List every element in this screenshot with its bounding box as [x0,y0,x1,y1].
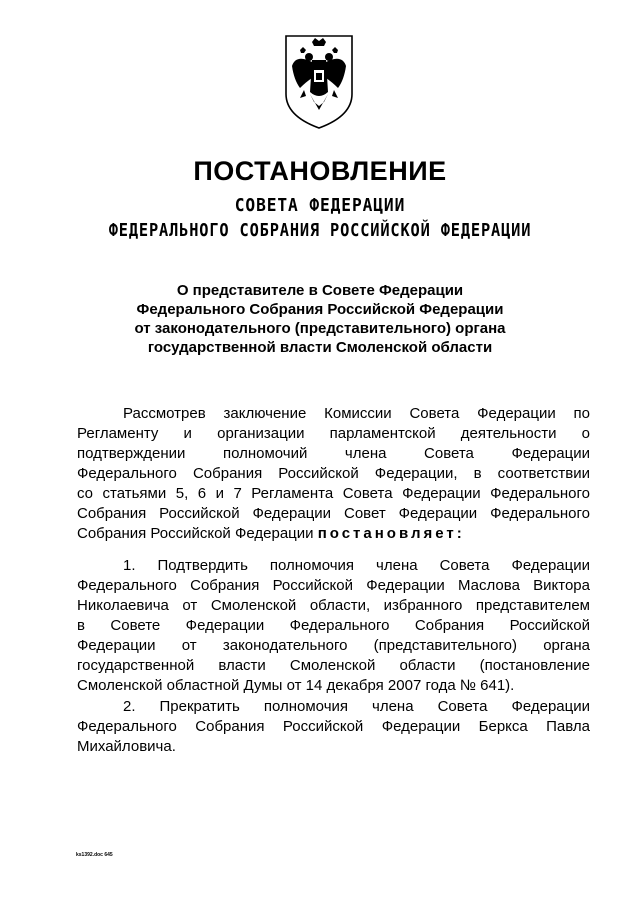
paragraph-line: 2. Прекратить полномочия члена Совета Федерации [123,698,590,715]
paragraph-line: в Совете Федерации Федерального Собрания Российской [77,617,590,634]
item-2-paragraph [77,697,590,757]
paragraph-line-text: Собрания Российской Федерации [77,525,314,542]
russian-coat-of-arms-icon [282,32,356,132]
document-subject [0,281,640,357]
paragraph-line: Собрания Российской Федерации Совет Федерации Федерального [77,505,590,522]
paragraph-line: государственной власти Смоленской области (постановление [77,657,590,674]
decree-word: постановляет: [317,525,465,542]
paragraph-line: Федерации от законодательного (представительного) органа [77,637,590,654]
subject-line: Федерального Собрания Российской Федерации [136,301,504,318]
paragraph-line [77,524,590,544]
subject-line: государственной власти Смоленской области [147,339,493,356]
item-1-paragraph [77,556,590,696]
issuer-line-2: ФЕДЕРАЛЬНОГО СОБРАНИЯ РОССИЙСКОЙ ФЕДЕРАЦИИ [108,220,532,241]
paragraph-line: Регламенту и организации парламентской деятельности о [77,425,590,442]
issuer-line-1: СОВЕТА ФЕДЕРАЦИИ [234,195,406,216]
paragraph-line: Михайловича. [77,738,176,755]
subject-line: от законодательного (представительного) органа [134,320,506,337]
paragraph-line: со статьями 5, 6 и 7 Регламента Совета Федерации Федерального [77,485,590,502]
paragraph-line: Рассмотрев заключение Комиссии Совета Федерации по [123,405,590,422]
paragraph-line: Федерального Собрания Российской Федерации Беркса Павла [77,718,590,735]
document-title: ПОСТАНОВЛЕНИЕ [193,156,447,186]
preamble-paragraph [77,404,590,544]
paragraph-line: 1. Подтвердить полномочия члена Совета Федерации [123,557,590,574]
paragraph-line: Федерального Собрания Российской Федерации, в соответствии [77,465,590,482]
document-code: ks1392.doc 645 [76,852,113,858]
paragraph-line: Смоленской областной Думы от 14 декабря 2007 года № 641). [77,677,515,694]
subject-line: О представителе в Совете Федерации [176,282,464,299]
paragraph-line: подтверждении полномочий члена Совета Федерации [77,445,590,462]
paragraph-line: Федерального Собрания Российской Федерации Маслова Виктора [77,577,590,594]
paragraph-line: Николаевича от Смоленской области, избранного представителем [77,597,590,614]
